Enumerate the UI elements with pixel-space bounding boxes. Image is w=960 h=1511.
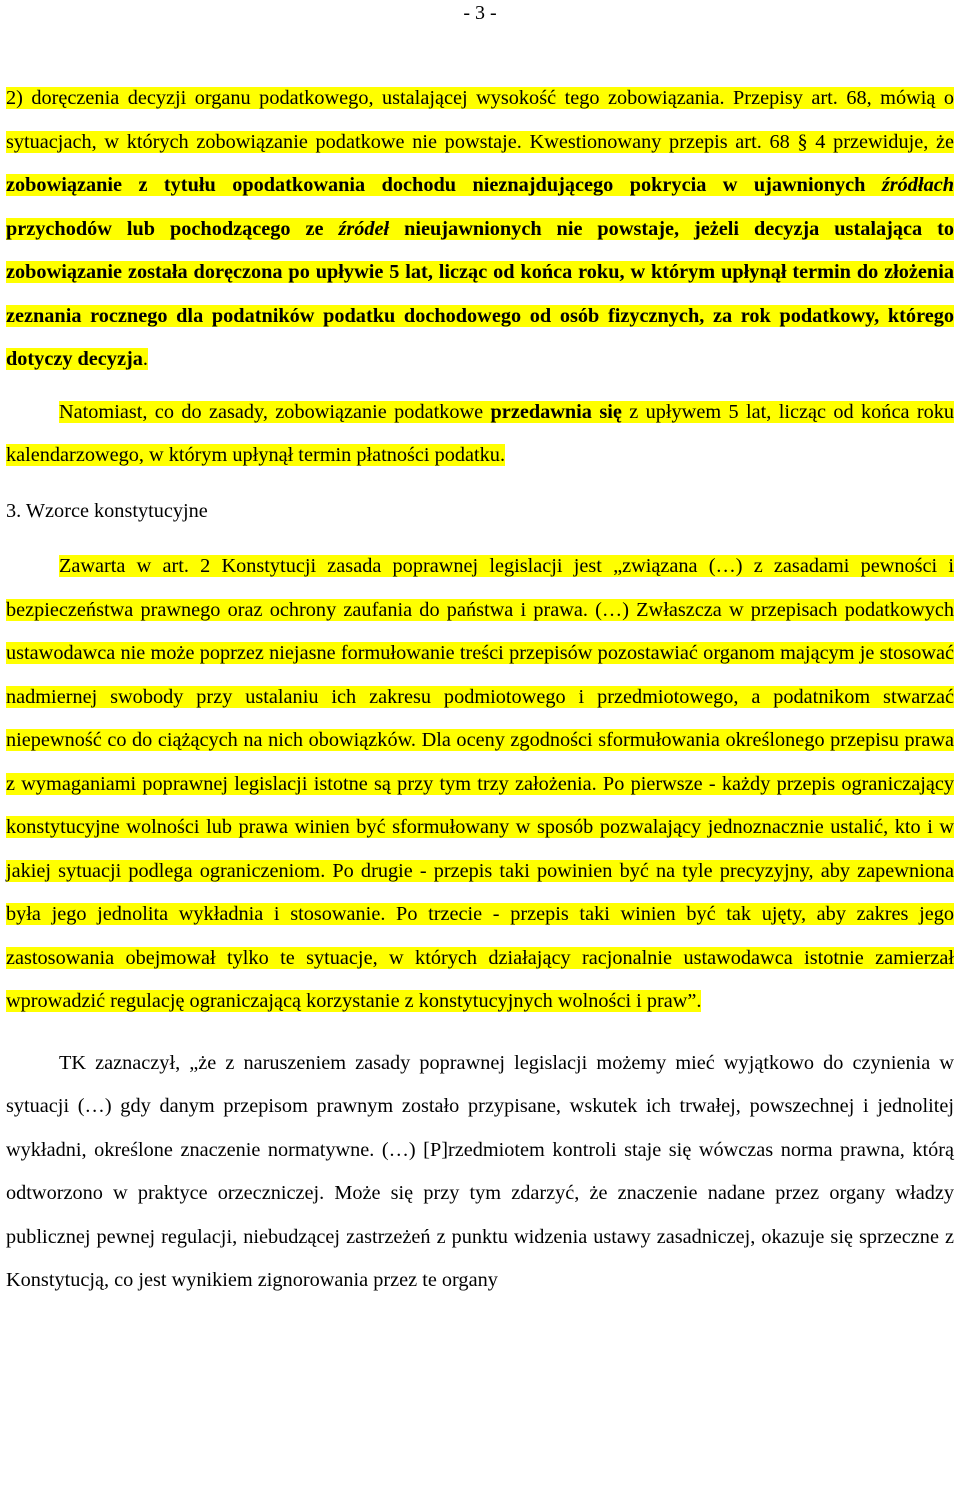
bold-quote: zobowiązanie z tytułu opodatkowania dochodu nieznajdującego pokrycia w ujawnionych [6, 174, 882, 196]
bold-italic-word: źródłach [881, 174, 954, 196]
document-body [6, 77, 954, 1303]
paragraph-text: . [142, 348, 148, 370]
bold-italic-word: źródeł [338, 217, 390, 240]
paragraph-text: 4 przewiduje, że [807, 130, 954, 153]
paragraph-constitutional-standards [6, 545, 954, 1024]
section-heading: 3. Wzorce konstytucyjne [6, 499, 208, 522]
paragraph-text: 2) doręczenia decyzji organu podatkowego, ustalającej wysokość tego zobowiązania. Przepisy art. 68, mówią o sytuacjach, w których zobowiązanie podatkowe nie powstaje. Kwestionowany przepis art. 68 [6, 87, 954, 153]
highlighted-text [6, 401, 954, 467]
paragraph-text: Natomiast, co do zasady, zobowiązanie podatkowe [59, 400, 491, 423]
highlighted-text [6, 87, 954, 370]
paragraph-tk-remark: TK zaznaczył, „że z naruszeniem zasady poprawnej legislacji możemy mieć wyjątkowo do czynienia w sytuacji (…) gdy danym przepisom prawnym zostało przypisane, wskutek ich trwałej, powszechnej i jednolitej wykładni, określone znaczenie normatywne. (…) [P]rzedmiotem kontroli staje się wówczas norma prawna, którą odtworzono w praktyce orzeczniczej. Może się przy tym zdarzyć, że znaczenie nadane przez organy władzy publicznej pewnej regulacji, niebudzącej zastrzeżeń z punktu widzenia ustawy zasadniczej, okazuje się sprzeczne z Konstytucją, co jest wynikiem zignorowania przez te organy [6, 1051, 954, 1291]
bold-quote: przychodów lub pochodzącego ze [6, 217, 339, 240]
highlighted-text: Zawarta w art. 2 Konstytucji zasada poprawnej legislacji jest „związana (…) z zasadami pewności i bezpieczeństwa prawnego oraz ochrony zaufania do państwa i prawa. (…) Zwłaszcza w przepisach podatkowych ustawodawca nie może poprzez niejasne formułowanie treści przepisów pozostawiać organom mającym je stosować nadmiernej swobody przy ustalaniu ich zakresu podmiotowego i przedmiotowego, a podatnikom stwarzać niepewność co do ciążących na nich obowiązków. Dla oceny zgodności sformułowania określonego przepisu prawa z wymaganiami poprawnej legislacji istotne są przy tym trzy założenia. Po pierwsze - każdy przepis ograniczający konstytucyjne wolności lub prawa winien być sformułowany w sposób pozwalający jednoznacznie ustalić, kto i w jakiej sytuacji podlega ograniczeniom. Po drugie - przepis taki powinien być na tyle precyzyjny, aby zapewniona była jego jednolita wykładnia i stosowanie. Po trzecie - przepis taki winien być tak ujęty, aby zakres jego zastosowania obejmował tylko te sytuacje, w których działający racjonalnie ustawodawca istotnie zamierzał wprowadzić regulację ograniczającą korzystanie z konstytucyjnych wolności i praw”. [6, 555, 954, 1012]
bold-quote: nieujawnionych nie powstaje, jeżeli decyzja ustalająca to zobowiązanie została doręczona po upływie 5 lat, licząc od końca roku, w którym upłynął termin do złożenia zeznania rocznego dla podatników podatku dochodowego od osób fizycznych, za rok podatkowy, którego dotyczy decyzja [6, 217, 954, 370]
paragraph-statute-of-limitations [6, 391, 954, 478]
section-sign: § [797, 130, 808, 153]
paragraph-list-item-2 [6, 77, 954, 382]
bold-phrase: przedawnia się [490, 400, 622, 423]
page-number: - 3 - [463, 2, 497, 24]
paragraph-text: z upływem 5 lat, licząc od końca roku kalendarzowego, w którym upłynął termin płatności podatku. [6, 400, 955, 466]
